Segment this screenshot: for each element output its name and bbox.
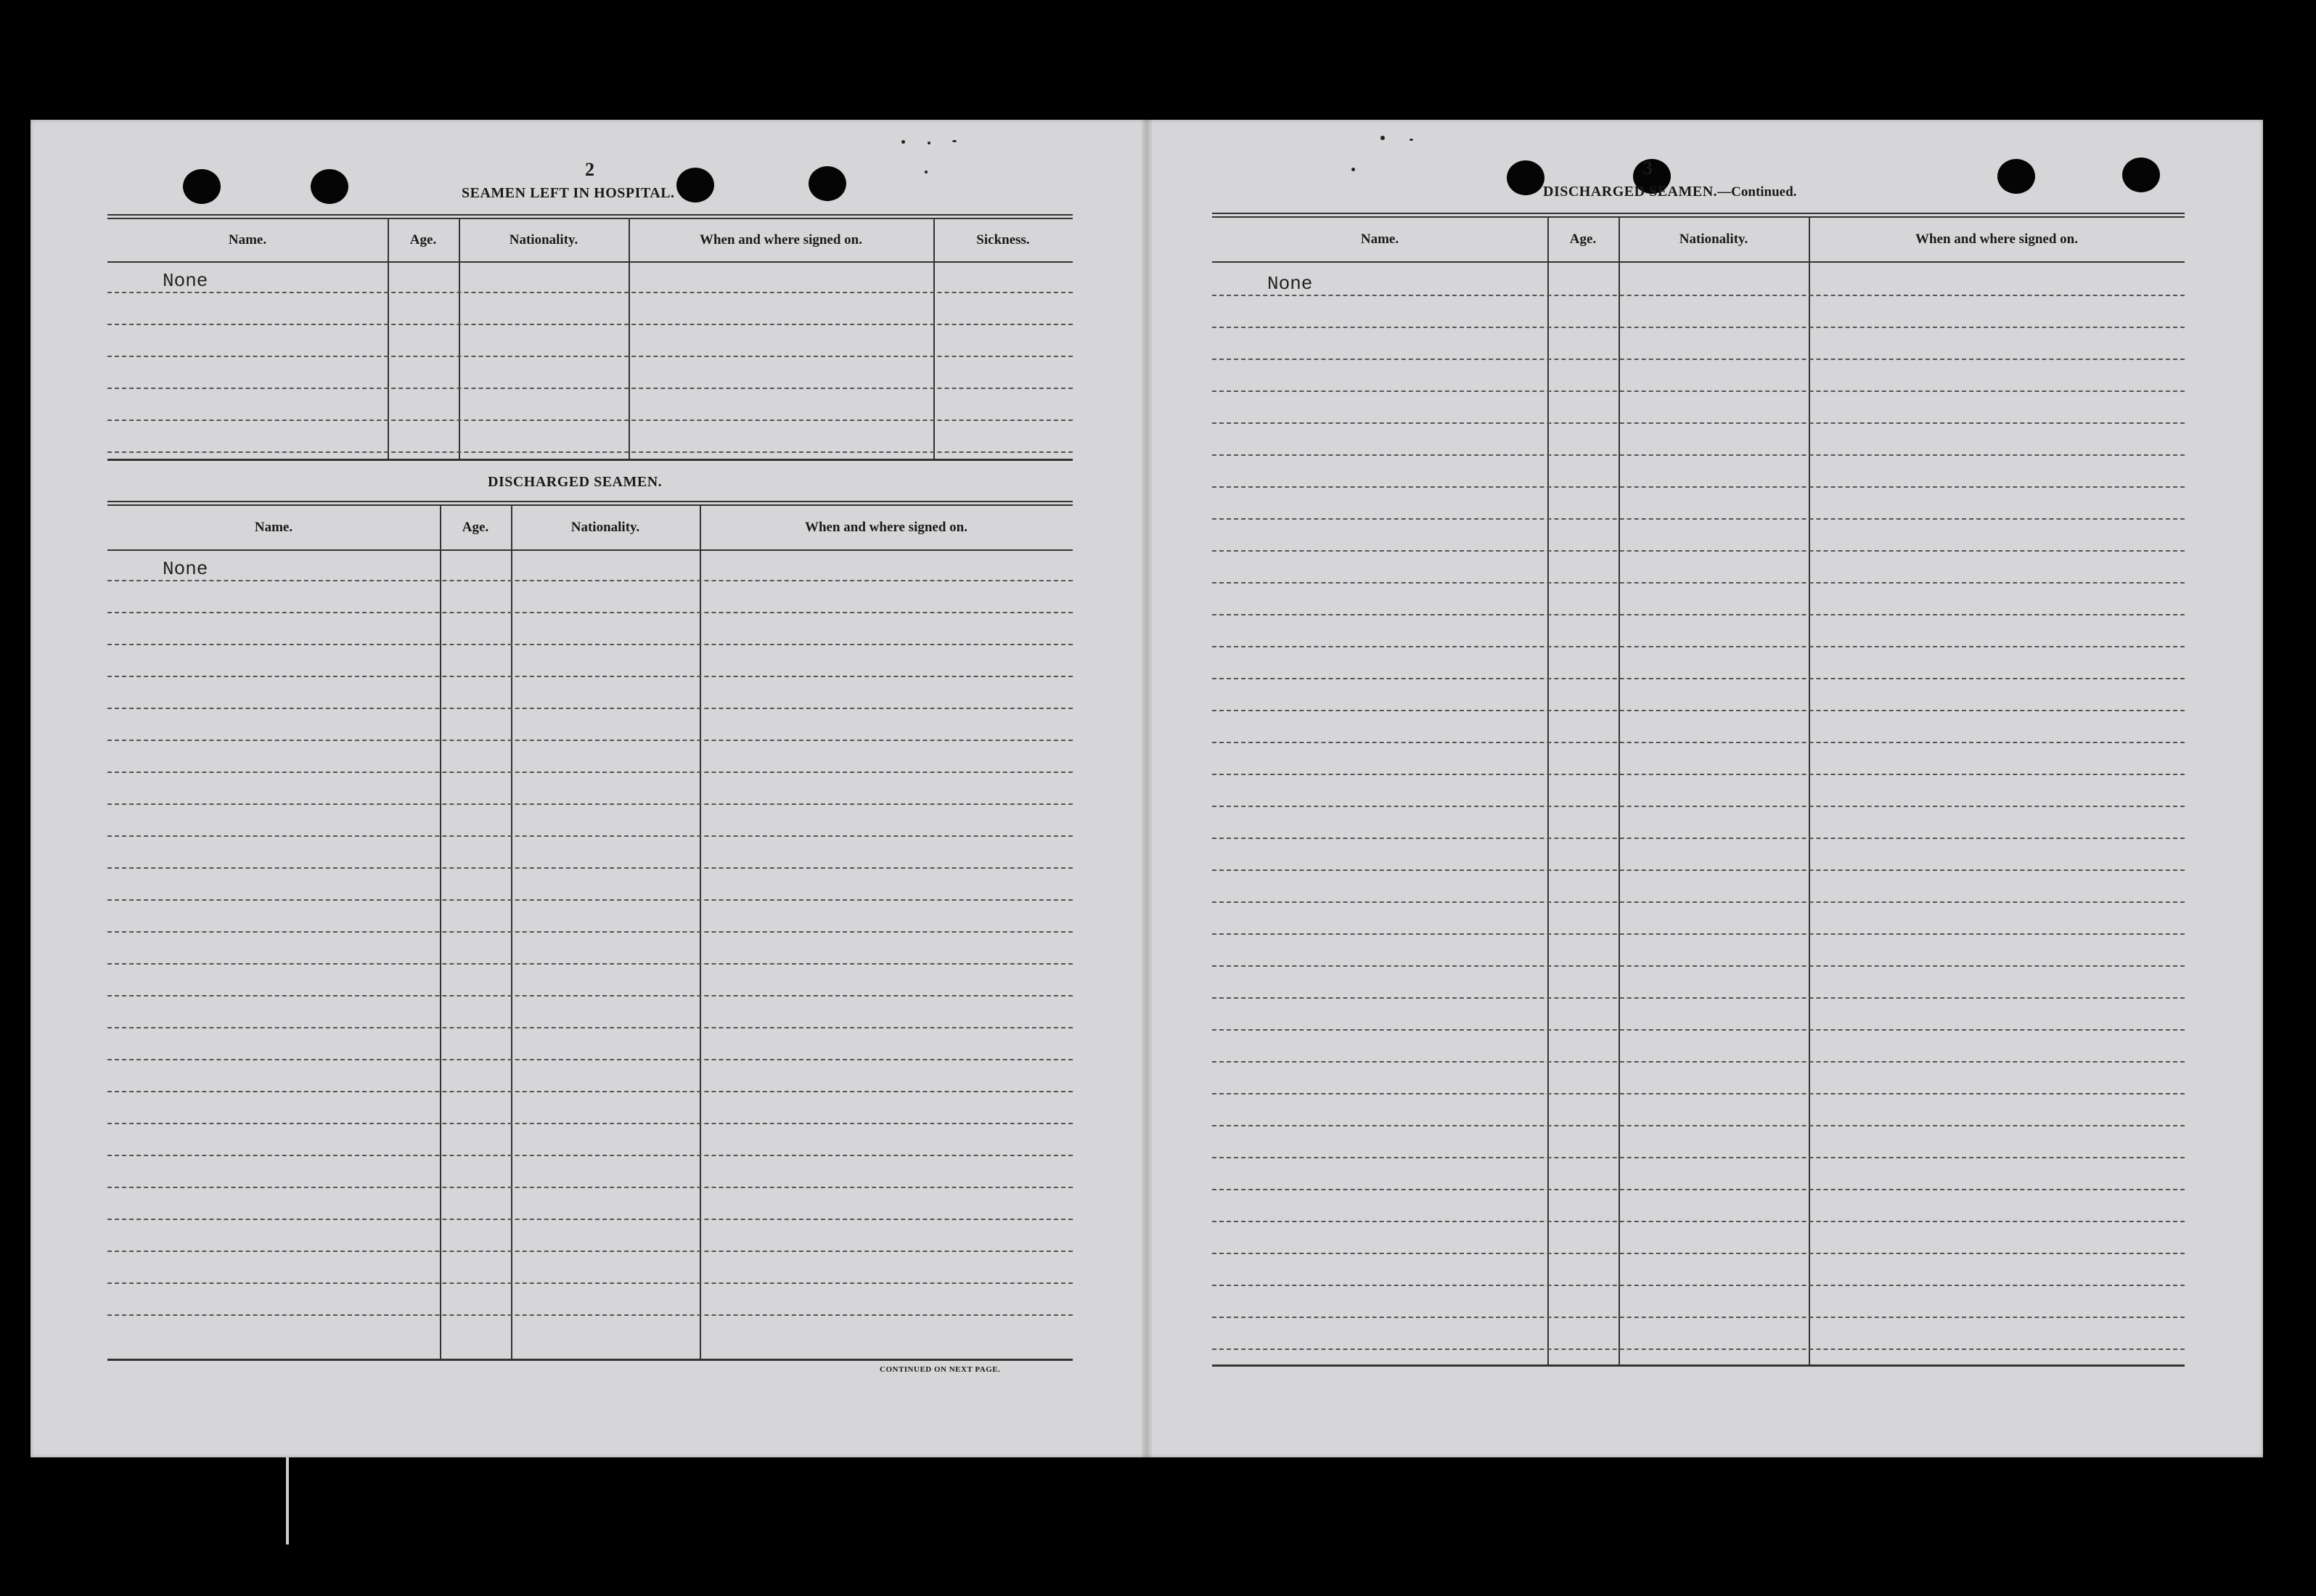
ruled-line xyxy=(107,676,1073,677)
ruled-line xyxy=(1212,1221,2185,1222)
ruled-line xyxy=(1212,678,2185,679)
column-header-age: Age. xyxy=(1569,232,1597,247)
ink-speck xyxy=(952,140,957,142)
discharged-section-title: DISCHARGED SEAMEN. xyxy=(488,474,663,490)
scan-artifact xyxy=(286,1457,289,1544)
ruled-line xyxy=(1212,614,2185,615)
ruled-line xyxy=(1212,646,2185,647)
ruled-line xyxy=(1212,1125,2185,1126)
ruled-line xyxy=(107,963,1073,965)
punch-hole xyxy=(809,166,846,201)
ruled-line xyxy=(1212,838,2185,839)
ruled-line xyxy=(1212,1317,2185,1318)
discharged-continued-suffix: —Continued. xyxy=(1717,184,1797,200)
column-divider xyxy=(459,219,460,459)
ruled-line xyxy=(1212,1189,2185,1190)
ruled-line xyxy=(107,740,1073,741)
ruled-line xyxy=(1212,550,2185,552)
ruled-line xyxy=(107,899,1073,901)
ruled-line xyxy=(107,420,1073,421)
ruled-line xyxy=(107,644,1073,645)
ruled-line xyxy=(107,708,1073,709)
ink-speck xyxy=(901,140,905,144)
ruled-line xyxy=(1212,359,2185,360)
hospital-entry: None xyxy=(163,270,208,292)
hospital-table xyxy=(107,214,1073,461)
ruled-line xyxy=(1212,390,2185,392)
ink-speck xyxy=(1351,168,1355,171)
ruled-line xyxy=(107,1282,1073,1284)
column-divider xyxy=(388,219,389,459)
hospital-section-title: SEAMEN LEFT IN HOSPITAL. xyxy=(462,185,675,201)
ruled-line xyxy=(1212,295,2185,296)
ruled-line xyxy=(1212,582,2185,584)
ruled-line xyxy=(1212,997,2185,999)
ink-speck xyxy=(1380,136,1385,140)
ruled-line xyxy=(1212,965,2185,967)
ruled-line xyxy=(1212,806,2185,807)
punch-hole xyxy=(676,168,714,202)
ruled-line xyxy=(1212,710,2185,711)
ruled-line xyxy=(107,1219,1073,1220)
column-header-sickness: Sickness. xyxy=(976,232,1030,247)
column-header-nationality: Nationality. xyxy=(570,520,640,535)
column-divider xyxy=(1809,218,1810,1364)
ink-speck xyxy=(925,171,928,173)
discharged-table-right xyxy=(1212,213,2185,1367)
punch-hole xyxy=(2122,157,2160,192)
ruled-line xyxy=(1212,1253,2185,1254)
document-sheet xyxy=(30,120,2263,1457)
ruled-line xyxy=(107,1187,1073,1188)
ruled-line xyxy=(107,1155,1073,1156)
discharged-continued-title xyxy=(1543,184,1796,200)
column-divider xyxy=(1547,218,1549,1364)
discharged-table-right-header xyxy=(1212,218,2185,263)
ruled-line xyxy=(1212,1285,2185,1286)
discharged-entry-right: None xyxy=(1267,273,1313,295)
ruled-line xyxy=(107,612,1073,613)
ruled-line xyxy=(107,867,1073,869)
ruled-line xyxy=(1212,518,2185,520)
ruled-line xyxy=(107,1123,1073,1124)
ruled-line xyxy=(107,1091,1073,1092)
ruled-line xyxy=(1212,774,2185,775)
column-header-signed-on: When and where signed on. xyxy=(1915,232,2078,247)
ruled-line xyxy=(1212,486,2185,488)
ruled-line xyxy=(107,995,1073,997)
ruled-line xyxy=(107,451,1073,453)
continued-footer: CONTINUED ON NEXT PAGE. xyxy=(880,1365,1001,1374)
column-header-age: Age. xyxy=(462,520,489,535)
column-divider xyxy=(1619,218,1620,1364)
punch-hole xyxy=(1507,160,1544,195)
ruled-line xyxy=(107,931,1073,933)
punch-hole xyxy=(1997,159,2035,194)
ruled-line xyxy=(1212,1093,2185,1094)
discharged-table-left-header xyxy=(107,506,1073,551)
ruled-line xyxy=(1212,901,2185,903)
column-header-signed-on: When and where signed on. xyxy=(804,520,967,535)
column-header-name: Name. xyxy=(254,520,293,535)
ruled-line xyxy=(107,1251,1073,1252)
ruled-line xyxy=(107,292,1073,293)
ruled-line xyxy=(107,835,1073,837)
ruled-line xyxy=(1212,1029,2185,1031)
hospital-table-header xyxy=(107,219,1073,263)
ruled-line xyxy=(107,324,1073,325)
column-header-signed-on: When and where signed on. xyxy=(699,232,862,247)
page-fold xyxy=(1142,120,1152,1457)
ink-speck xyxy=(928,142,930,144)
column-divider xyxy=(933,219,935,459)
punch-hole xyxy=(183,169,221,204)
ruled-line xyxy=(1212,327,2185,328)
page-number-left: 2 xyxy=(585,159,594,180)
discharged-continued-title-main: DISCHARGED SEAMEN. xyxy=(1543,184,1718,200)
column-header-nationality: Nationality. xyxy=(1679,232,1748,247)
punch-hole xyxy=(311,169,348,204)
column-header-nationality: Nationality. xyxy=(509,232,578,247)
ink-speck xyxy=(1409,139,1413,141)
column-header-age: Age. xyxy=(409,232,437,247)
ruled-line xyxy=(107,356,1073,357)
ruled-line xyxy=(1212,1061,2185,1063)
ruled-line xyxy=(1212,742,2185,743)
discharged-entry-left: None xyxy=(163,558,208,580)
page-number-right: 3 xyxy=(1643,157,1653,179)
ruled-line xyxy=(1212,933,2185,935)
ruled-line xyxy=(107,1314,1073,1316)
column-header-name: Name. xyxy=(1360,232,1399,247)
ruled-line xyxy=(1212,1349,2185,1350)
ruled-line xyxy=(1212,1157,2185,1158)
ruled-line xyxy=(107,1027,1073,1028)
ruled-line xyxy=(107,388,1073,389)
ruled-line xyxy=(1212,422,2185,424)
column-divider xyxy=(629,219,630,459)
ruled-line xyxy=(107,580,1073,581)
ruled-line xyxy=(107,772,1073,773)
ruled-line xyxy=(1212,454,2185,456)
discharged-table-left xyxy=(107,501,1073,1361)
column-header-name: Name. xyxy=(228,232,267,247)
ruled-line xyxy=(107,1059,1073,1060)
ruled-line xyxy=(107,803,1073,805)
ruled-line xyxy=(1212,869,2185,871)
